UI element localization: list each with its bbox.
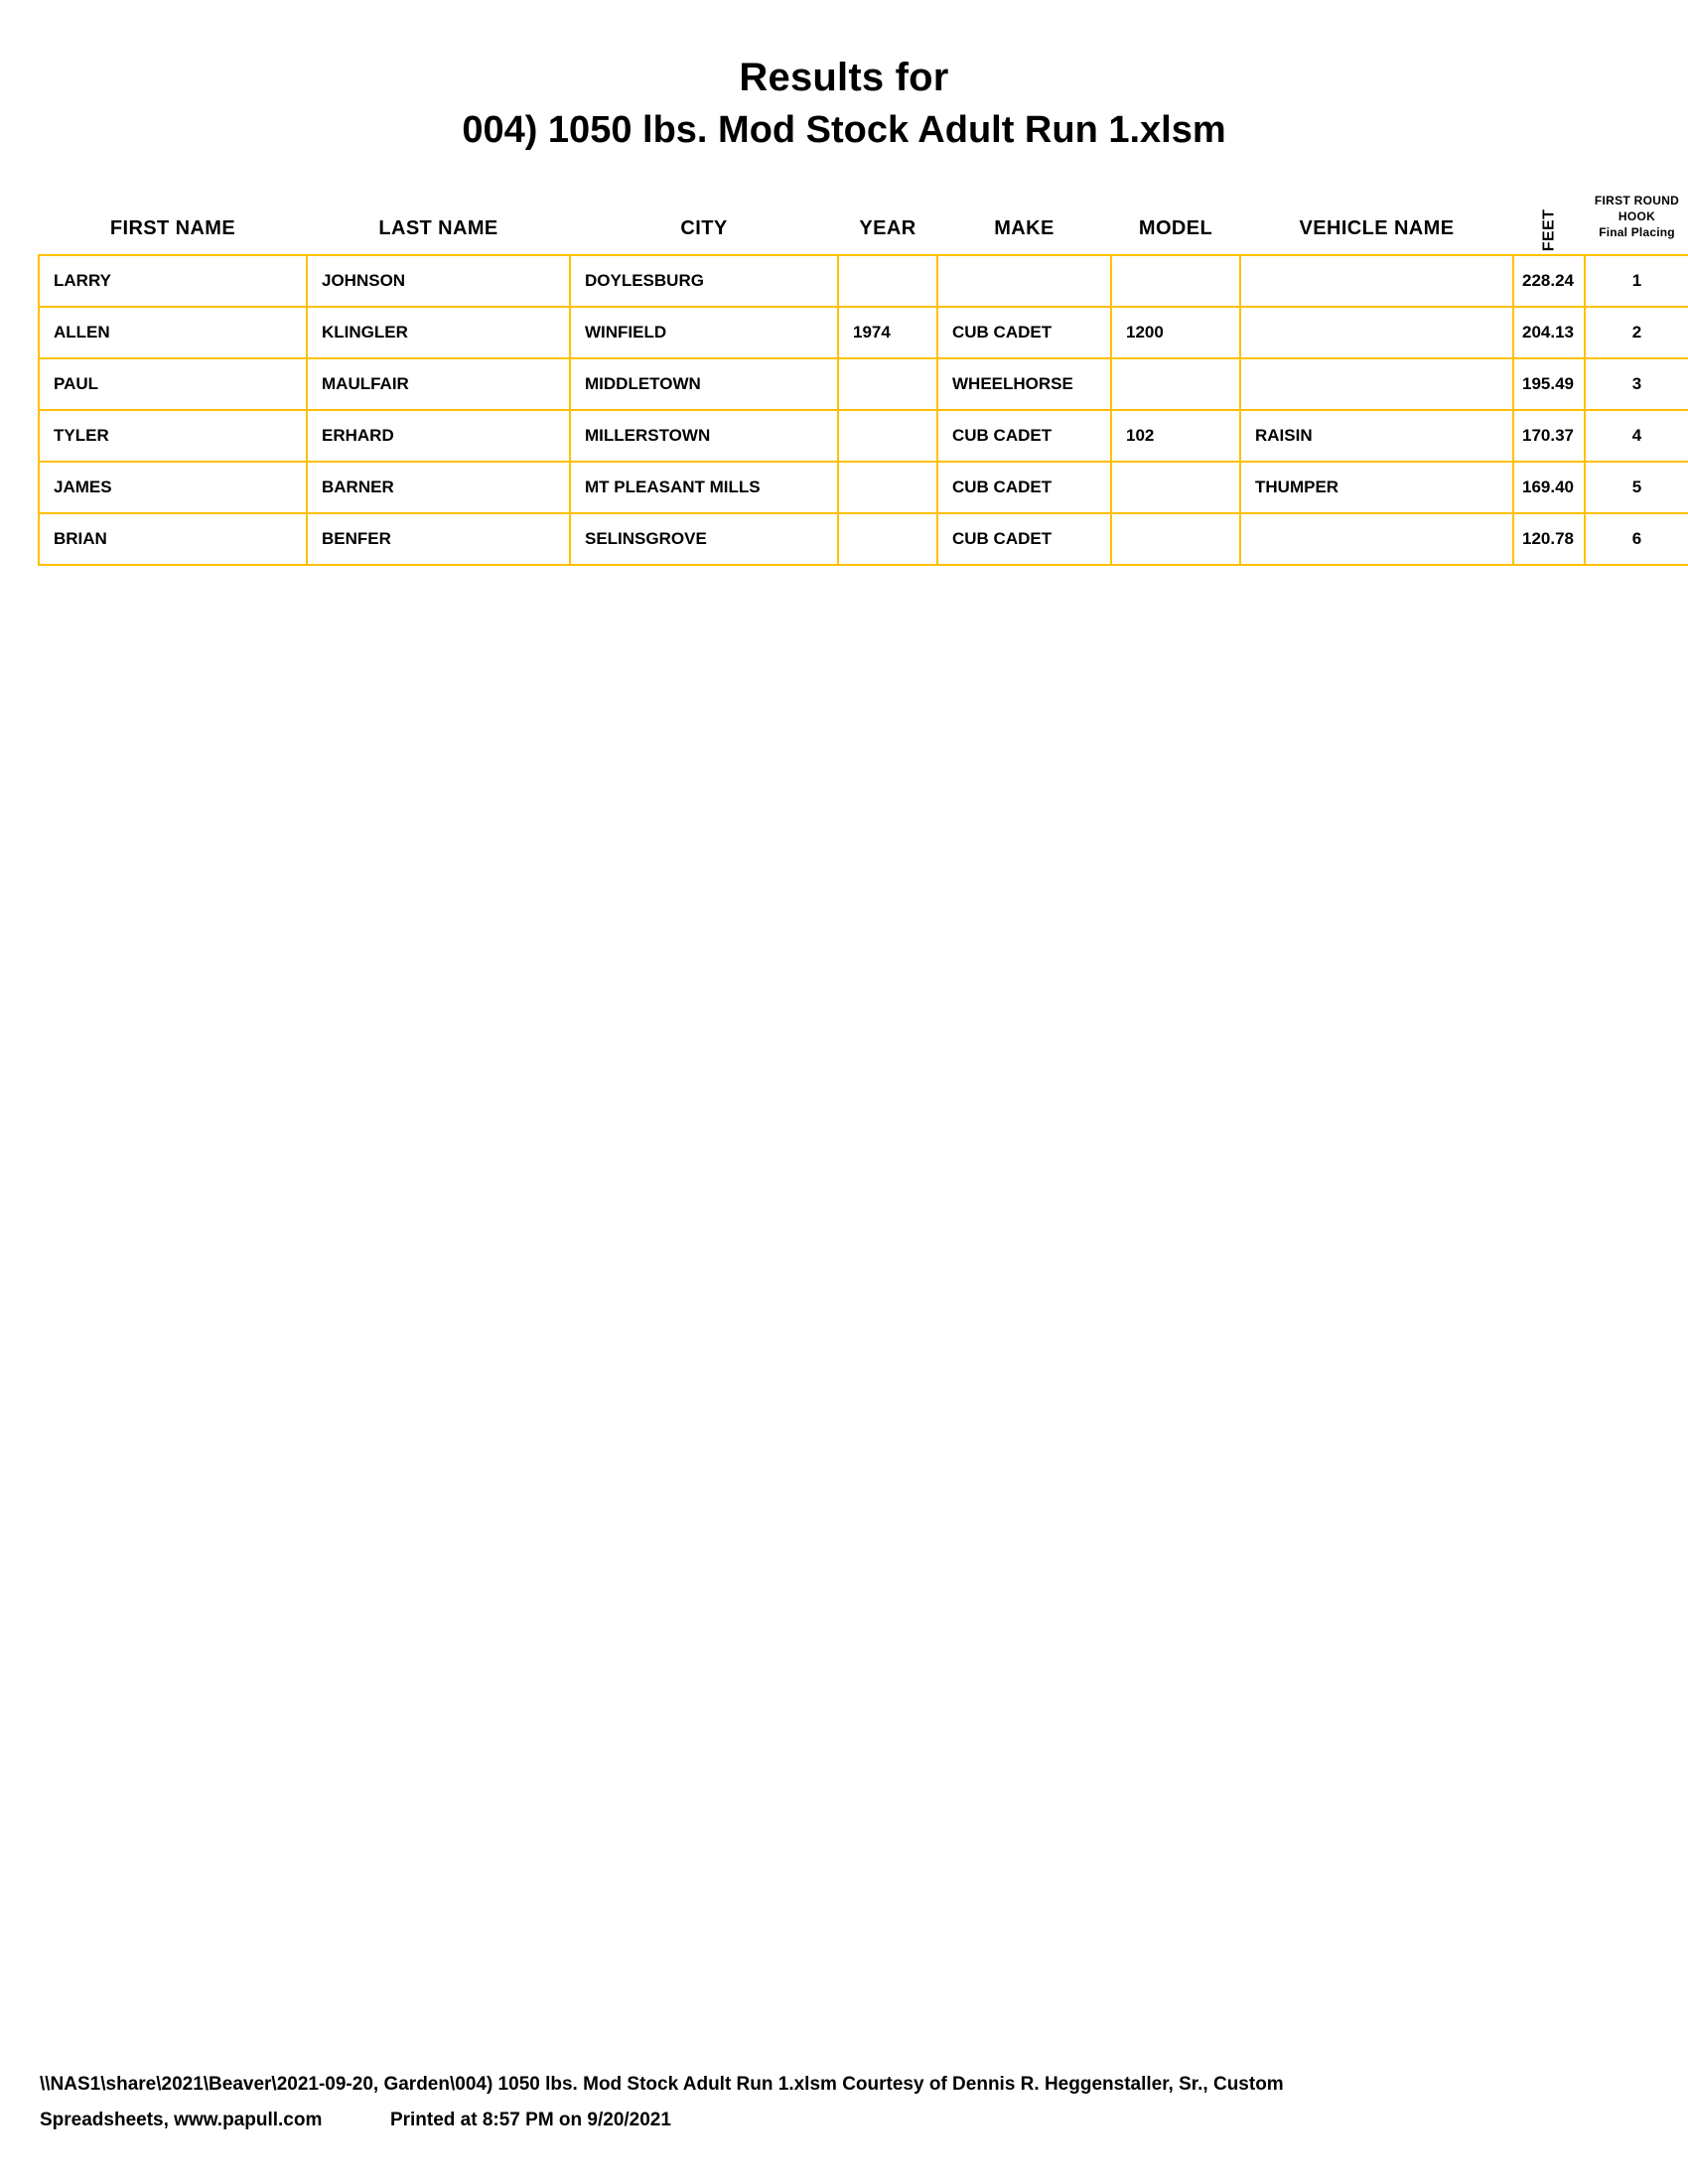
cell-year <box>838 255 937 307</box>
cell-model <box>1111 513 1240 565</box>
cell-last-name: MAULFAIR <box>307 358 570 410</box>
table-row <box>39 358 1688 410</box>
cell-vehicle-name <box>1240 513 1513 565</box>
cell-city: WINFIELD <box>570 307 838 358</box>
cell-feet: 120.78 <box>1513 513 1585 565</box>
cell-city: SELINSGROVE <box>570 513 838 565</box>
column-header-model: MODEL <box>1138 217 1213 240</box>
table-row <box>39 255 1688 307</box>
table-body <box>39 255 1688 565</box>
cell-feet: 169.40 <box>1513 462 1585 513</box>
cell-final-placing: 3 <box>1585 358 1688 410</box>
column-header-final-placing <box>1585 193 1688 256</box>
cell-make <box>937 255 1111 307</box>
cell-first-name: BRIAN <box>39 513 307 565</box>
cell-year <box>838 513 937 565</box>
footer-print-timestamp: Printed at 8:57 PM on 9/20/2021 <box>389 2109 671 2130</box>
footer-line-1: \\NAS1\share\2021\Beaver\2021-09-20, Garden\004) 1050 lbs. Mod Stock Adult Run 1.xlsm Courtesy of Dennis R. Heggenstaller, Sr., Custom <box>40 2073 1284 2095</box>
cell-make: WHEELHORSE <box>937 358 1111 410</box>
document-title-block <box>0 0 1688 155</box>
footer-credit: Spreadsheets, www.papull.com <box>40 2109 323 2130</box>
cell-feet: 228.24 <box>1513 255 1585 307</box>
cell-city: MIDDLETOWN <box>570 358 838 410</box>
cell-final-placing: 6 <box>1585 513 1688 565</box>
column-header-last-name: LAST NAME <box>378 217 498 240</box>
table-header <box>39 193 1688 256</box>
cell-last-name: BARNER <box>307 462 570 513</box>
cell-first-name: PAUL <box>39 358 307 410</box>
cell-feet: 204.13 <box>1513 307 1585 358</box>
cell-final-placing: 2 <box>1585 307 1688 358</box>
cell-final-placing: 5 <box>1585 462 1688 513</box>
cell-last-name: KLINGLER <box>307 307 570 358</box>
cell-make: CUB CADET <box>937 410 1111 462</box>
table-row <box>39 307 1688 358</box>
cell-make: CUB CADET <box>937 513 1111 565</box>
column-header-placing-line-1: FIRST ROUND <box>1594 193 1680 207</box>
cell-vehicle-name: RAISIN <box>1240 410 1513 462</box>
cell-vehicle-name <box>1240 358 1513 410</box>
cell-model: 1200 <box>1111 307 1240 358</box>
page-title-line-2: 004) 1050 lbs. Mod Stock Adult Run 1.xlsm <box>462 109 1226 152</box>
results-table <box>38 193 1688 567</box>
cell-first-name: LARRY <box>39 255 307 307</box>
cell-year <box>838 410 937 462</box>
cell-vehicle-name <box>1240 307 1513 358</box>
cell-year: 1974 <box>838 307 937 358</box>
cell-feet: 195.49 <box>1513 358 1585 410</box>
cell-last-name: ERHARD <box>307 410 570 462</box>
document-footer <box>40 2067 1648 2138</box>
cell-make: CUB CADET <box>937 307 1111 358</box>
page-title-line-1: Results for <box>739 56 949 99</box>
table-row <box>39 513 1688 565</box>
column-header-placing-line-2: HOOK <box>1618 208 1656 223</box>
cell-model <box>1111 462 1240 513</box>
cell-vehicle-name: THUMPER <box>1240 462 1513 513</box>
cell-last-name: BENFER <box>307 513 570 565</box>
column-header-make: MAKE <box>994 217 1055 240</box>
cell-final-placing: 4 <box>1585 410 1688 462</box>
cell-vehicle-name <box>1240 255 1513 307</box>
cell-first-name: TYLER <box>39 410 307 462</box>
cell-make: CUB CADET <box>937 462 1111 513</box>
cell-last-name: JOHNSON <box>307 255 570 307</box>
cell-city: MT PLEASANT MILLS <box>570 462 838 513</box>
cell-feet: 170.37 <box>1513 410 1585 462</box>
column-header-year: YEAR <box>859 217 916 240</box>
column-header-placing-line-3: Final Placing <box>1599 225 1675 240</box>
cell-city: MILLERSTOWN <box>570 410 838 462</box>
cell-first-name: JAMES <box>39 462 307 513</box>
table-row <box>39 462 1688 513</box>
cell-model: 102 <box>1111 410 1240 462</box>
column-header-feet <box>1513 193 1585 256</box>
column-header-feet-label: FEET <box>1540 209 1557 252</box>
table-row <box>39 410 1688 462</box>
cell-year <box>838 462 937 513</box>
cell-final-placing: 1 <box>1585 255 1688 307</box>
column-header-first-name: FIRST NAME <box>109 217 236 240</box>
table-header-row <box>39 193 1688 256</box>
column-header-city: CITY <box>680 217 728 240</box>
column-header-vehicle-name: VEHICLE NAME <box>1299 217 1455 240</box>
cell-year <box>838 358 937 410</box>
cell-city: DOYLESBURG <box>570 255 838 307</box>
cell-model <box>1111 255 1240 307</box>
cell-model <box>1111 358 1240 410</box>
footer-line-2 <box>40 2103 1648 2138</box>
cell-first-name: ALLEN <box>39 307 307 358</box>
